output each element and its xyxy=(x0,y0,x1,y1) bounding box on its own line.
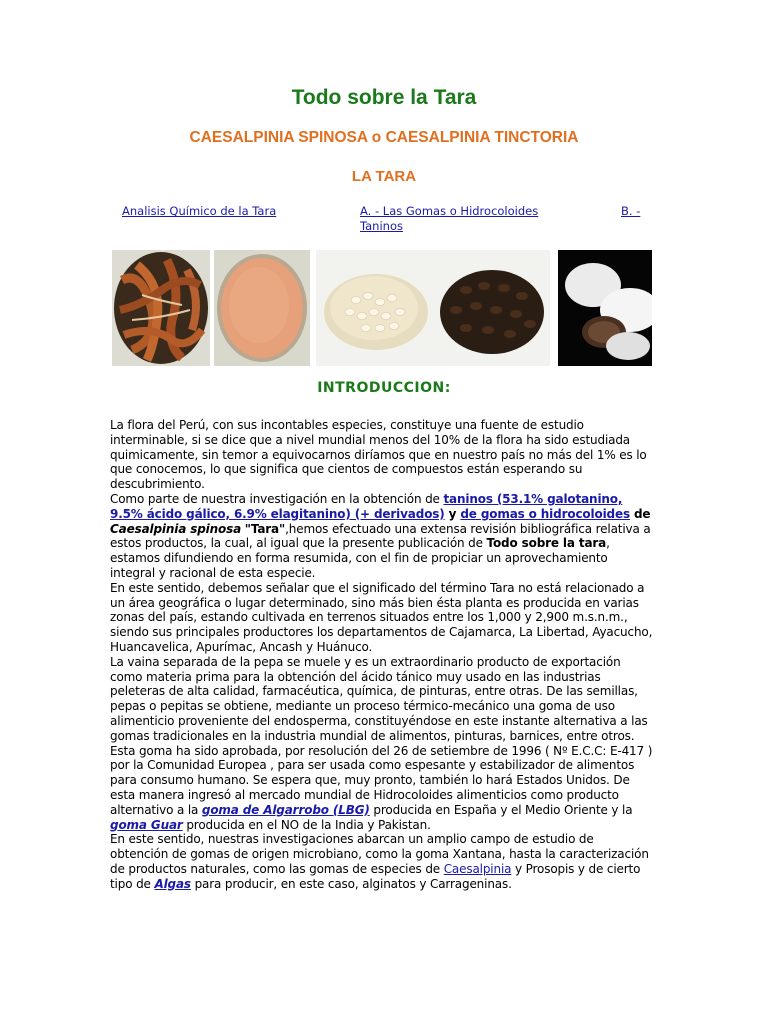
link-taninos[interactable]: taninos (53.1% galotanino, 9.5% ácido gálico, 6.9% elagitanino) (+ derivados) xyxy=(110,491,623,521)
page-subtitle-tara: LA TARA xyxy=(351,168,417,185)
nav-link-b[interactable]: B. - xyxy=(621,204,641,218)
p5-text-b: y Prosopis y de cierto tipo de xyxy=(110,861,641,891)
link-algas[interactable]: Algas xyxy=(154,876,191,891)
photo-strip xyxy=(112,250,652,366)
p2-text-f: , estamos difundiendo en forma resumida, con el fin de propiciar un aprovechamiento integral y racional de esta especie. xyxy=(110,536,610,580)
section-title-introduccion: INTRODUCCION: xyxy=(317,380,451,396)
paragraph-4 xyxy=(110,655,655,833)
p2-text-a: Como parte de nuestra investigación en la obtención de xyxy=(110,491,444,506)
p2-text-e: ,hemos efectuado una extensa revisión bibliográfica relativa a estos productos, la cual, al igual que la presente publicación de xyxy=(110,521,651,551)
p2-todo-sobre: Todo sobre la tara xyxy=(486,536,607,551)
photo-powders xyxy=(558,250,652,366)
paragraph-2 xyxy=(110,492,655,581)
p2-text-b: y xyxy=(444,506,461,521)
nav-link-analisis[interactable]: Analisis Químico de la Tara xyxy=(122,204,277,218)
p4-text-b: producida en España y el Medio Oriente y la xyxy=(369,802,633,817)
p2-text-c: de xyxy=(629,506,651,521)
paragraph-5 xyxy=(110,832,655,891)
p2-species: Caesalpinia spinosa xyxy=(110,521,242,536)
paragraph-1: La flora del Perú, con sus incontables especies, constituye una fuente de estudio interminable, si se dice que a nivel mundial menos del 10% de la flora ha sido estudiada quimicamente, sin temor a equivocarnos diríamos que en nuestro país no más del 1% es lo que conocemos, lo que significa que cientos de compuestos están esperando su descubrimiento. xyxy=(110,418,647,492)
photo-tara-pods xyxy=(112,250,210,366)
body-text xyxy=(110,418,655,892)
p4-text-c: producida en el NO de la India y Pakistan. xyxy=(182,817,431,832)
p5-text-a: En este sentido, nuestras investigaciones abarcan un amplio campo de estudio de obtención de gomas de origen microbiano, como la goma Xantana, hasta la caracterización de productos naturales, como las gomas de especies de xyxy=(110,832,649,876)
page-title: Todo sobre la Tara xyxy=(291,86,477,109)
p5-text-c: para producir, en este caso, alginatos y Carrageninas. xyxy=(190,876,512,891)
p2-tara: "Tara" xyxy=(244,521,286,536)
link-gomas-hidrocoloides[interactable]: de gomas o hidrocoloides xyxy=(460,506,630,521)
link-goma-guar[interactable]: goma Guar xyxy=(110,817,183,832)
nav-link-gomas-line1: A. - Las Gomas o Hidrocoloides xyxy=(360,204,539,218)
paragraph-3: En este sentido, debemos señalar que el significado del término Tara no está relacionado a un área geográfica o lugar determinado, sino más bien ésta planta es producida en varias zonas del país, estando cultivada en terrenos situados entre los 1,000 y 2,900 m.s.n.m., siendo sus principales productores los departamentos de Cajamarca, La Libertad, Ayacucho, Huancavelica, Apurímac, Ancash y Huánuco. xyxy=(110,580,653,654)
page-subtitle: CAESALPINIA SPINOSA o CAESALPINIA TINCTORIA xyxy=(189,129,579,146)
photo-tara-powder xyxy=(214,250,310,366)
photo-seeds xyxy=(316,250,550,366)
link-caesalpinia[interactable]: Caesalpinia xyxy=(443,861,512,876)
nav-link-gomas-line2: Taninos xyxy=(360,219,403,233)
nav-link-gomas-taninos[interactable] xyxy=(360,204,570,234)
link-goma-algarrobo[interactable]: goma de Algarrobo (LBG) xyxy=(201,802,370,817)
p4-text-a: La vaina separada de la pepa se muele y es un extraordinario producto de exportación como materia prima para la obtención del ácido tánico muy usado en las industrias peleteras de alta calidad, farmacéutica, química, de pinturas, entre otras. De las semillas, pepas o pepitas se obtiene, mediante un proceso térmico-mecánico una goma de uso alimenticio proveniente del endosperma, constituyéndose en este instante alternativa a las gomas tradicionales en la industria mundial de alimentos, pinturas, barnices, entre otros. Esta goma ha sido aprobada, por resolución del 26 de setiembre de 1996 ( Nº E.C.C: E-417 ) por la Comunidad Europea , para ser usada como espesante y estabilizador de alimentos para consumo humano. Se espera que, muy pronto, también lo hará Estados Unidos. De esta manera ingresó al mercado mundial de Hidrocoloides alimenticios como producto alternativo a la xyxy=(110,654,653,817)
